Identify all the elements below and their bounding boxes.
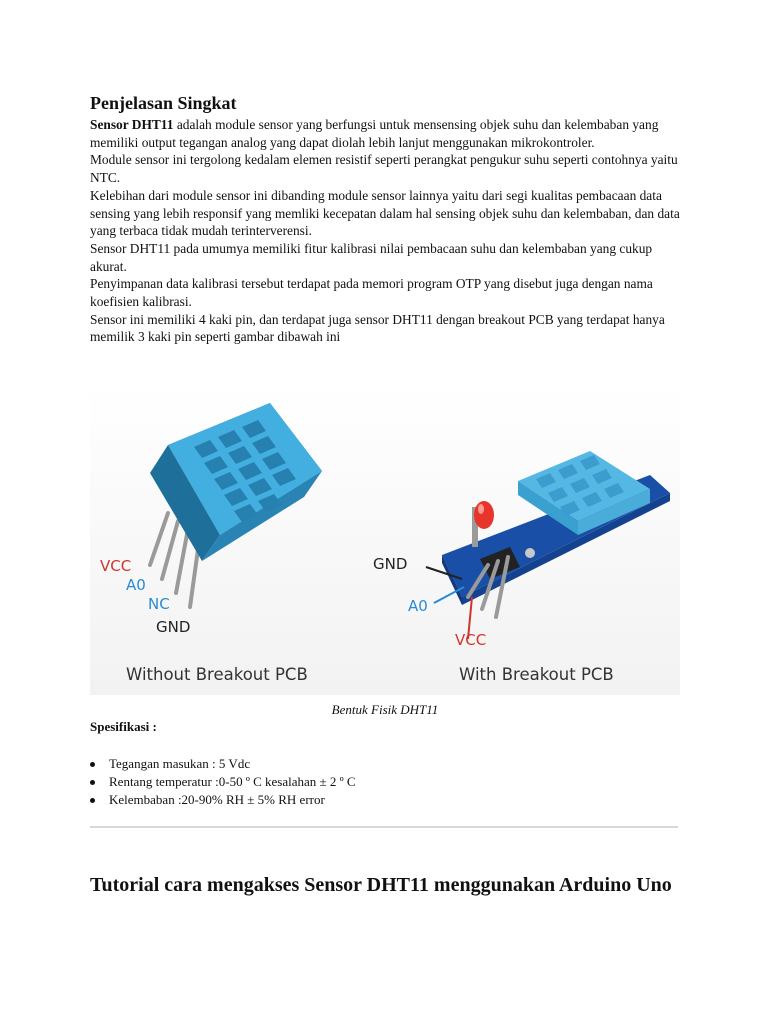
paragraph-1-text: adalah module sensor yang berfungsi untuk mensensing objek suhu dan kelembaban yang memiliki output tegangan analog yang dapat diolah lebih lanjut menggunakan mikrokontroler. — [90, 117, 659, 150]
pin-label-gnd: GND — [156, 618, 191, 636]
spec-item-temperature: Rentang temperatur :0-50 º C kesalahan ± 2 º C — [109, 774, 356, 789]
paragraph-4: Sensor DHT11 pada umumya memiliki fitur kalibrasi nilai pembacaan suhu dan kelembaban yang cukup akurat. — [90, 240, 653, 274]
pin-label-a0: A0 — [126, 576, 146, 594]
dht11-figure — [90, 385, 680, 695]
list-item — [90, 773, 356, 791]
tutorial-heading: Tutorial cara mengakses Sensor DHT11 menggunakan Arduino Uno — [90, 874, 672, 896]
horizontal-divider — [90, 826, 678, 828]
figure-caption: Bentuk Fisik DHT11 — [331, 702, 439, 717]
sensor-name-bold: Sensor DHT11 — [90, 117, 174, 132]
paragraph-3: Kelebihan dari module sensor ini dibanding module sensor lainnya yaitu dari segi kualitas pembacaan data sensing yang lebih responsif yang memliki kecepatan dalam hal sensing objek suhu dan kelembaban, dan data yang terbaca tidak mudah terinterverensi. — [90, 187, 680, 239]
intro-section — [90, 92, 680, 346]
spec-list — [90, 755, 356, 809]
pin-label-nc: NC — [148, 595, 170, 613]
bullet-icon — [90, 762, 95, 767]
dht11-illustration — [90, 385, 680, 695]
pin-label-gnd-breakout: GND — [373, 555, 408, 573]
section-heading: Penjelasan Singkat — [90, 93, 237, 113]
spec-item-humidity: Kelembaban :20-90% RH ± 5% RH error — [109, 792, 325, 807]
list-item — [90, 755, 356, 773]
pin-label-a0-breakout: A0 — [408, 597, 428, 615]
bullet-icon — [90, 798, 95, 803]
spec-item-voltage: Tegangan masukan : 5 Vdc — [109, 756, 251, 771]
bullet-icon — [90, 780, 95, 785]
paragraph-2: Module sensor ini tergolong kedalam elemen resistif seperti perangkat pengukur suhu seperti contohnya yaitu NTC. — [90, 152, 678, 186]
paragraph-6: Sensor ini memiliki 4 kaki pin, dan terdapat juga sensor DHT11 dengan breakout PCB yang terdapat hanya memilik 3 kaki pin seperti gambar dibawah ini — [90, 311, 665, 345]
list-item — [90, 791, 356, 809]
pin-label-vcc-breakout: VCC — [455, 631, 487, 649]
pin-label-vcc: VCC — [100, 557, 132, 575]
intro-paragraphs — [90, 116, 680, 346]
paragraph-1 — [90, 116, 680, 151]
spec-title: Spesifikasi : — [90, 719, 157, 734]
title-with-breakout: With Breakout PCB — [459, 665, 614, 684]
title-without-breakout: Without Breakout PCB — [126, 665, 308, 684]
paragraph-5: Penyimpanan data kalibrasi tersebut terdapat pada memori program OTP yang disebut juga dengan nama koefisien kalibrasi. — [90, 276, 653, 310]
